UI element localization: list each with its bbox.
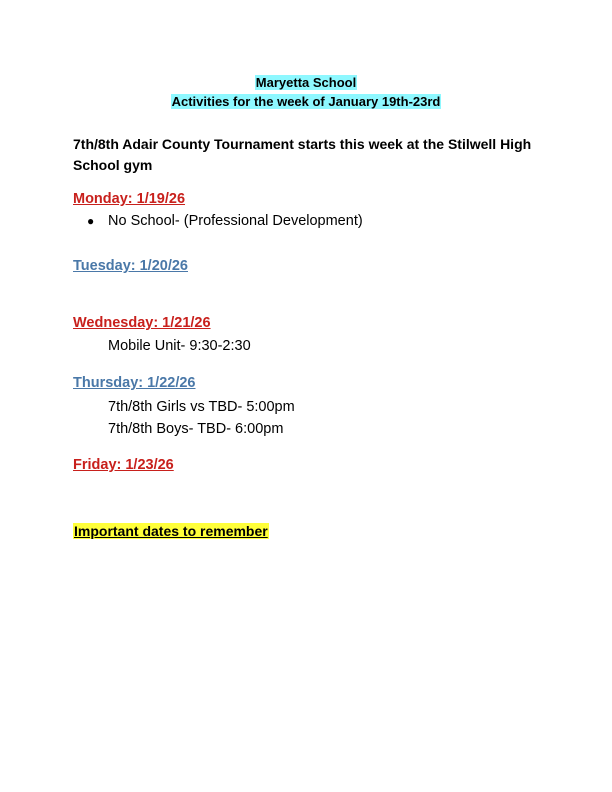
day-heading-tuesday: Tuesday: 1/20/26	[73, 258, 188, 274]
school-name-line	[0, 73, 612, 92]
day-heading-thursday: Thursday: 1/22/26	[73, 375, 196, 391]
thursday-item-2: 7th/8th Boys- TBD- 6:00pm	[108, 421, 284, 437]
week-subtitle-line	[0, 92, 612, 111]
school-name: Maryetta School	[255, 75, 357, 90]
day-heading-friday: Friday: 1/23/26	[73, 457, 174, 473]
important-dates-label: Important dates to remember	[74, 523, 268, 539]
filled-circle-bullet-icon: ●	[87, 214, 95, 228]
day-heading-monday: Monday: 1/19/26	[73, 191, 186, 207]
day-heading-wednesday: Wednesday: 1/21/26	[73, 315, 211, 331]
wednesday-item-1: Mobile Unit- 9:30-2:30	[108, 338, 251, 354]
tournament-notice: 7th/8th Adair County Tournament starts this week at the Stilwell High School gym	[73, 136, 532, 173]
monday-item-1: No School- (Professional Development)	[108, 213, 363, 229]
thursday-item-1: 7th/8th Girls vs TBD- 5:00pm	[108, 399, 295, 415]
week-subtitle: Activities for the week of January 19th-23rd	[171, 94, 441, 109]
important-dates-heading	[73, 521, 269, 541]
